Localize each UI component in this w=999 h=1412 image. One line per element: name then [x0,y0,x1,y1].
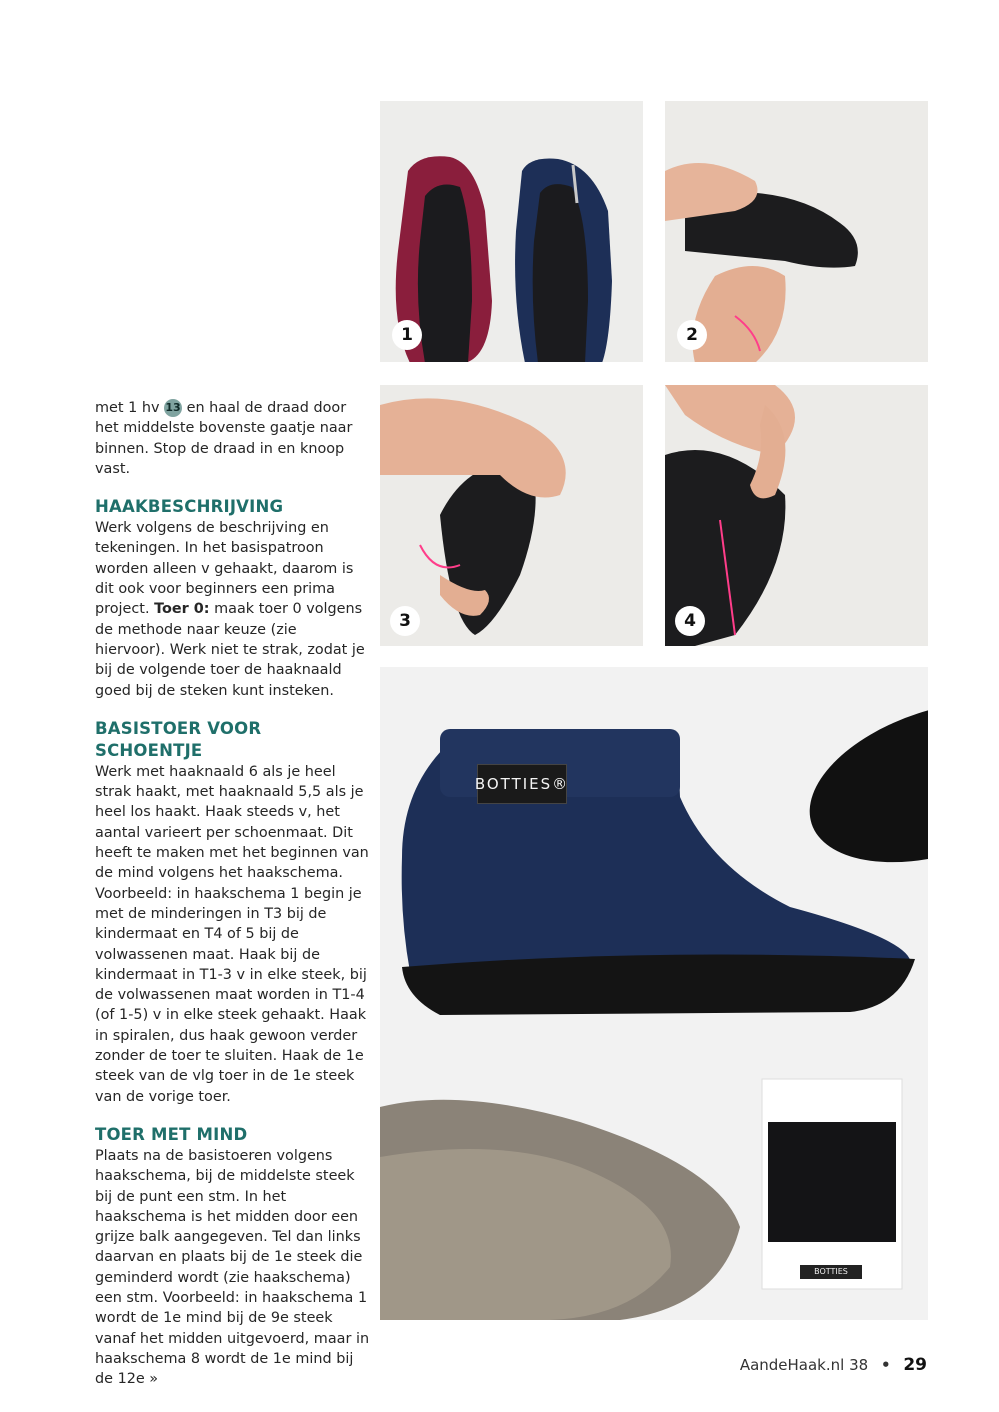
heading-toer-met-mind: TOER MET MIND [95,1124,248,1144]
step-number-badge: 4 [675,606,705,636]
article-body [95,398,370,1389]
magazine-name: AandeHaak.nl 38 [739,1356,869,1374]
heading-haakbeschrijving: HAAKBESCHRIJVING [95,497,284,517]
step-number-badge: 2 [677,320,707,350]
heading-basistoer: BASISTOER VOOR SCHOENTJE [95,718,262,760]
photo-finished-bootie [380,667,928,1320]
photo-step-3 [380,385,643,646]
botties-label: BOTTIES® [477,764,567,804]
footer-separator: • [880,1356,891,1374]
paragraph-basistoer: Werk met haaknaald 6 als je heel strak haakt, met haaknaald 5,5 als je heel los haakt. Haak steeds v, het aantal varieert per schoenmaat. Dit heeft te maken met het beginnen van de mind volgens het haakschema. Voorbeeld: in haakschema 1 begin je met de minderingen in T3 bij de kindermaat en T4 of 5 bij de volwassenen maat. Haak bij de kindermaat in T1-3 v in elke steek, bij de volwassenen maat worden in T1-4 (of 1-5) v in elke steek gehaakt. Haak in spiralen, dus haak gewoon verder zonder de toer te sluiten. Haak de 1e steek van de vlg toer in de 1e steek van de vorige toer. [95,763,369,1105]
photo-step-1 [380,101,643,362]
row-number-badge: 13 [164,399,182,417]
page-number: 29 [903,1355,927,1375]
botties-card-label: BOTTIES [800,1265,862,1279]
paragraph-toer-met-mind: Plaats na de basistoeren volgens haakschema, bij de middelste steek bij de punt een stm. In het haakschema is het midden door een grijze balk aangegeven. Tel dan links daarvan en plaats bij de 1e steek die geminderd wordt (zie haakschema) een stm. Voorbeeld: in haakschema 1 wordt de 1e mind bij de 9e steek vanaf het midden uitgevoerd, maar in haakschema 8 wordt de 1e mind bij de 12e » [95,1147,370,1388]
photo-step-2 [665,101,928,362]
intro-paragraph: met 1 hv 13 en haal de draad door het middelste bovenste gaatje naar binnen. Stop de draad in en knoop vast. [95,400,353,477]
page-footer [740,1355,927,1375]
photo-step-4 [665,385,928,646]
paragraph-haakbeschrijving: Werk volgens de beschrijving en tekeningen. In het basispatroon worden alleen v gehaakt, daarom is dit ook voor beginners een prima project. Toer 0: maak toer 0 volgens de methode naar keuze (zie hiervoor). Werk niet te strak, zodat je bij de volgende toer de haaknaald goed bij de steken kunt insteken. [95,520,365,699]
step-number-badge: 3 [390,606,420,636]
step-number-badge: 1 [392,320,422,350]
